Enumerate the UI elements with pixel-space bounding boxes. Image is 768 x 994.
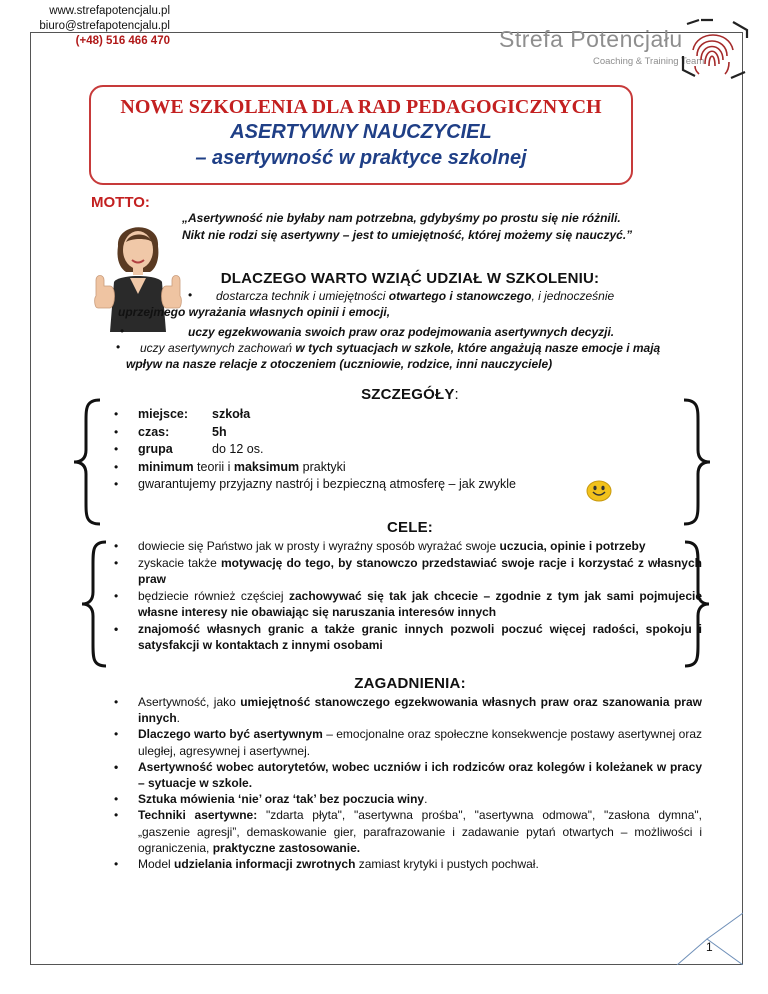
phone-number: (+48) 516 466 470 bbox=[75, 35, 170, 47]
goals-list bbox=[138, 538, 702, 654]
email-link[interactable]: biuro@strefapotencjalu.pl bbox=[39, 20, 170, 32]
details-heading-colon: : bbox=[454, 386, 459, 403]
topic-5-text: "zdarta płyta", "asertywna prośba", "asertywna odmowa", "zasłona dymna", „gaszenie agresji”, demaskowanie gier, parafrazowanie i zadawanie pytań otwartych – możliwości i ograniczenia, bbox=[138, 808, 702, 855]
detail-group bbox=[138, 441, 618, 459]
goal-2 bbox=[138, 555, 702, 588]
why-b1-tail: , i jednocześnie bbox=[531, 289, 615, 303]
topic-5 bbox=[138, 807, 702, 856]
detail-min-max bbox=[138, 459, 618, 477]
topic-4 bbox=[138, 791, 702, 807]
topics-list bbox=[138, 694, 702, 872]
page-number: 1 bbox=[706, 940, 713, 954]
bullet-dot: • bbox=[188, 288, 193, 302]
topic-6-bold: udzielania informacji zwrotnych bbox=[174, 857, 356, 872]
motto-label: MOTTO: bbox=[91, 194, 150, 211]
topic-5-bold: Techniki asertywne: bbox=[138, 808, 258, 823]
topic-6 bbox=[138, 856, 702, 872]
goal-2-bold: motywację do tego, by stanowczo przedstawiać swoje racje i korzystać z własnych praw bbox=[138, 555, 702, 586]
why-b3-text: uczy asertywnych zachowań bbox=[140, 341, 296, 355]
smiley-icon bbox=[585, 477, 613, 503]
topic-1-tail: . bbox=[176, 711, 181, 726]
title-line-2: ASERTYWNY NAUCZYCIEL bbox=[230, 121, 492, 143]
details-heading bbox=[250, 386, 570, 403]
detail-time bbox=[138, 424, 618, 442]
page-corner-decoration bbox=[671, 911, 743, 965]
why-bullet-3 bbox=[116, 340, 704, 372]
title-box bbox=[89, 85, 633, 185]
topic-3: • Asertywność wobec autorytetów, wobec uczniów i ich rodziców oraz kolegów i koleżanek w pracy – sytuacje w szkole. bbox=[138, 759, 702, 791]
topic-6-text: Model bbox=[138, 857, 175, 872]
why-bullet-2 bbox=[120, 324, 705, 340]
topic-1-text: Asertywność, jako bbox=[138, 695, 241, 709]
why-b2-text: uczy egzekwowania swoich praw oraz podejmowania asertywnych decyzji. bbox=[188, 325, 615, 339]
motto-quote bbox=[182, 210, 702, 244]
goal-3 bbox=[138, 588, 702, 621]
left-brace-goals bbox=[80, 540, 108, 668]
goal-2-text: zyskacie także bbox=[138, 555, 221, 570]
topic-4-tail: . bbox=[424, 792, 428, 807]
why-b1-bold: otwartego i stanowczego bbox=[388, 289, 532, 303]
detail-guarantee: • gwarantujemy przyjazny nastrój i bezpieczną atmosferę – jak zwykle bbox=[138, 476, 618, 494]
why-b3-line2: wpływ na nasze relacje z otoczeniem (uczniowie, rodzice, inni nauczyciele) bbox=[126, 357, 553, 371]
detail-min-tail: teorii i bbox=[193, 459, 234, 474]
topic-2-bold: Dlaczego warto być asertywnym bbox=[138, 727, 323, 742]
goal-4: • znajomość własnych granic a także granic innych pozwoli poczuć więcej radości, spokoju i satysfakcji w kontaktach z innymi osobami bbox=[138, 621, 702, 654]
goal-3-bold: zachowywać się tak jak chcecie – zgodnie z tym jak sami pojmujecie własne interesy nie obawiając się naruszania interesów innych bbox=[138, 588, 702, 619]
detail-max-tail: praktyki bbox=[299, 459, 346, 474]
topic-1-bold: umiejętność stanowczego egzekwowania własnych praw oraz szanowania praw innych bbox=[138, 695, 702, 726]
detail-place-key: • miejsce: bbox=[138, 407, 189, 421]
logo bbox=[495, 16, 757, 84]
why-b1-line2: uprzejmego wyrażania własnych opinii i emocji, bbox=[118, 305, 391, 319]
why-bullet-1 bbox=[118, 288, 703, 320]
logo-name: Strefa Potencjału bbox=[499, 26, 683, 52]
goal-1 bbox=[138, 538, 702, 555]
goals-heading: CELE: bbox=[387, 519, 433, 536]
detail-time-value: 5h bbox=[212, 424, 227, 439]
goal-1-bold: uczucia, opinie i potrzeby bbox=[499, 539, 646, 553]
fingerprint-icon bbox=[673, 16, 753, 84]
detail-group-value: do 12 os. bbox=[212, 442, 264, 456]
topic-1 bbox=[138, 694, 702, 726]
detail-max: maksimum bbox=[233, 459, 300, 474]
topics-heading: ZAGADNIENIA: bbox=[354, 675, 466, 692]
logo-tagline: Coaching & Training Team bbox=[593, 56, 705, 67]
detail-place bbox=[138, 406, 618, 424]
goal-1-text: dowiecie się Państwo jak w prosty i wyraźny sposób wyrażać swoje bbox=[138, 539, 500, 553]
right-brace-details bbox=[682, 398, 712, 526]
detail-min: minimum bbox=[138, 459, 194, 474]
topic-5-bold-tail: praktyczne zastosowanie. bbox=[212, 840, 361, 855]
bullet-dot: • bbox=[116, 340, 121, 354]
details-list bbox=[138, 406, 618, 494]
title-line-3: – asertywność w praktyce szkolnej bbox=[195, 147, 527, 169]
detail-place-value: szkoła bbox=[212, 407, 251, 421]
detail-time-key: • czas: bbox=[138, 424, 170, 439]
left-brace-details bbox=[72, 398, 102, 526]
title-line-1: NOWE SZKOLENIA DLA RAD PEDAGOGICZNYCH bbox=[120, 96, 602, 118]
website-link[interactable]: www.strefapotencjalu.pl bbox=[49, 5, 170, 17]
topic-2-text: – emocjonalne oraz społeczne konsekwencje postawy asertywnej oraz uległej, agresywnej i asertywnej. bbox=[138, 727, 702, 758]
motto-line-2: Nikt nie rodzi się asertywny – jest to umiejętność, której możemy się nauczyć.” bbox=[182, 228, 633, 242]
bullet-dot: • bbox=[120, 324, 125, 338]
why-b1-text: dostarcza technik i umiejętności bbox=[216, 289, 389, 303]
motto-line-1: „Asertywność nie byłaby nam potrzebna, gdybyśmy po prostu się nie różnili. bbox=[182, 211, 621, 225]
why-heading: DLACZEGO WARTO WZIĄĆ UDZIAŁ W SZKOLENIU: bbox=[220, 270, 600, 287]
topic-2 bbox=[138, 726, 702, 758]
topic-6-tail: zamiast krytyki i pustych pochwał. bbox=[355, 857, 539, 872]
goal-3-text: będziecie również częściej bbox=[138, 588, 289, 603]
why-b3-bold: w tych sytuacjach w szkole, które angażują nasze emocje i mają bbox=[295, 341, 661, 355]
topic-4-bold: Sztuka mówienia ‘nie’ oraz ‘tak’ bez poczucia winy bbox=[138, 792, 425, 807]
contact-block bbox=[30, 4, 170, 49]
detail-group-key: • grupa bbox=[138, 442, 173, 456]
details-heading-text: SZCZEGÓŁY bbox=[361, 386, 455, 403]
